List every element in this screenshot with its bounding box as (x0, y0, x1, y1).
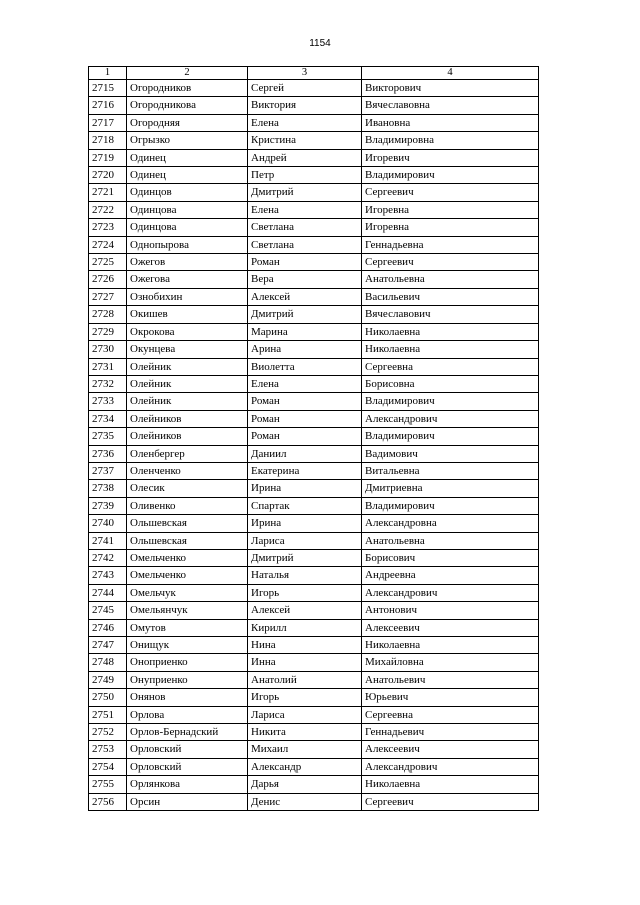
table-row (89, 132, 539, 149)
table-row (89, 654, 539, 671)
patronymic-cell: Владимировна (362, 132, 539, 149)
surname-cell: Олейников (127, 428, 248, 445)
patronymic-cell: Алексеевич (362, 741, 539, 758)
patronymic-cell: Борисовна (362, 375, 539, 392)
first-name-cell: Алексей (248, 602, 362, 619)
patronymic-cell: Юрьевич (362, 689, 539, 706)
first-name-cell: Петр (248, 167, 362, 184)
table-row (89, 375, 539, 392)
row-number-cell: 2756 (89, 793, 127, 810)
first-name-cell: Марина (248, 323, 362, 340)
row-number-cell: 2747 (89, 637, 127, 654)
first-name-cell: Лариса (248, 706, 362, 723)
column-header: 2 (127, 67, 248, 80)
table-row (89, 219, 539, 236)
surname-cell: Орлов-Бернадский (127, 724, 248, 741)
surname-cell: Омельчук (127, 584, 248, 601)
patronymic-cell: Ивановна (362, 114, 539, 131)
row-number-cell: 2731 (89, 358, 127, 375)
patronymic-cell: Викторович (362, 80, 539, 97)
table-row (89, 97, 539, 114)
surname-cell: Орловский (127, 758, 248, 775)
row-number-cell: 2725 (89, 254, 127, 271)
patronymic-cell: Антонович (362, 602, 539, 619)
row-number-cell: 2730 (89, 341, 127, 358)
surname-cell: Орлова (127, 706, 248, 723)
first-name-cell: Нина (248, 637, 362, 654)
patronymic-cell: Анатольевич (362, 671, 539, 688)
first-name-cell: Дмитрий (248, 306, 362, 323)
surname-cell: Оленченко (127, 462, 248, 479)
patronymic-cell: Геннадьевна (362, 236, 539, 253)
row-number-cell: 2738 (89, 480, 127, 497)
first-name-cell: Лариса (248, 532, 362, 549)
table-row (89, 236, 539, 253)
patronymic-cell: Владимирович (362, 497, 539, 514)
first-name-cell: Инна (248, 654, 362, 671)
first-name-cell: Светлана (248, 219, 362, 236)
first-name-cell: Игорь (248, 584, 362, 601)
first-name-cell: Даниил (248, 445, 362, 462)
table-row (89, 724, 539, 741)
table-row (89, 201, 539, 218)
patronymic-cell: Игоревна (362, 219, 539, 236)
patronymic-cell: Игоревич (362, 149, 539, 166)
row-number-cell: 2751 (89, 706, 127, 723)
first-name-cell: Кирилл (248, 619, 362, 636)
table-row (89, 776, 539, 793)
table-row (89, 410, 539, 427)
surname-cell: Онищук (127, 637, 248, 654)
row-number-cell: 2735 (89, 428, 127, 445)
surname-cell: Одинцова (127, 201, 248, 218)
table-row (89, 741, 539, 758)
row-number-cell: 2719 (89, 149, 127, 166)
row-number-cell: 2749 (89, 671, 127, 688)
patronymic-cell: Николаевна (362, 637, 539, 654)
first-name-cell: Андрей (248, 149, 362, 166)
table-row (89, 584, 539, 601)
first-name-cell: Наталья (248, 567, 362, 584)
table-row (89, 602, 539, 619)
table-row (89, 689, 539, 706)
surname-cell: Омельченко (127, 567, 248, 584)
surname-cell: Ольшевская (127, 515, 248, 532)
first-name-cell: Виолетта (248, 358, 362, 375)
table-row (89, 271, 539, 288)
row-number-cell: 2737 (89, 462, 127, 479)
patronymic-cell: Николаевна (362, 323, 539, 340)
surname-cell: Олесик (127, 480, 248, 497)
table-row (89, 323, 539, 340)
patronymic-cell: Сергеевич (362, 793, 539, 810)
row-number-cell: 2720 (89, 167, 127, 184)
row-number-cell: 2717 (89, 114, 127, 131)
first-name-cell: Екатерина (248, 462, 362, 479)
surname-cell: Омутов (127, 619, 248, 636)
row-number-cell: 2716 (89, 97, 127, 114)
first-name-cell: Дарья (248, 776, 362, 793)
surname-cell: Одинец (127, 167, 248, 184)
patronymic-cell: Александровна (362, 515, 539, 532)
patronymic-cell: Вячеславовна (362, 97, 539, 114)
surname-cell: Олейник (127, 393, 248, 410)
patronymic-cell: Александрович (362, 584, 539, 601)
patronymic-cell: Александрович (362, 758, 539, 775)
surname-cell: Огородникова (127, 97, 248, 114)
first-name-cell: Дмитрий (248, 184, 362, 201)
surname-cell: Ожегов (127, 254, 248, 271)
row-number-cell: 2721 (89, 184, 127, 201)
row-number-cell: 2726 (89, 271, 127, 288)
table-row (89, 445, 539, 462)
table-row (89, 167, 539, 184)
row-number-cell: 2729 (89, 323, 127, 340)
surname-cell: Оноприенко (127, 654, 248, 671)
row-number-cell: 2733 (89, 393, 127, 410)
patronymic-cell: Владимирович (362, 428, 539, 445)
first-name-cell: Елена (248, 114, 362, 131)
row-number-cell: 2736 (89, 445, 127, 462)
row-number-cell: 2752 (89, 724, 127, 741)
first-name-cell: Михаил (248, 741, 362, 758)
surname-cell: Одинцова (127, 219, 248, 236)
table-row (89, 80, 539, 97)
surname-cell: Оливенко (127, 497, 248, 514)
table-row (89, 497, 539, 514)
first-name-cell: Роман (248, 393, 362, 410)
first-name-cell: Елена (248, 201, 362, 218)
table-row (89, 341, 539, 358)
table-row (89, 184, 539, 201)
first-name-cell: Виктория (248, 97, 362, 114)
row-number-cell: 2750 (89, 689, 127, 706)
patronymic-cell: Сергеевна (362, 358, 539, 375)
row-number-cell: 2746 (89, 619, 127, 636)
table-row (89, 549, 539, 566)
surname-cell: Огородняя (127, 114, 248, 131)
first-name-cell: Сергей (248, 80, 362, 97)
first-name-cell: Игорь (248, 689, 362, 706)
first-name-cell: Арина (248, 341, 362, 358)
patronymic-cell: Николаевна (362, 341, 539, 358)
names-table (88, 66, 539, 811)
row-number-cell: 2732 (89, 375, 127, 392)
first-name-cell: Дмитрий (248, 549, 362, 566)
table-row (89, 793, 539, 810)
patronymic-cell: Анатольевна (362, 532, 539, 549)
patronymic-cell: Андреевна (362, 567, 539, 584)
patronymic-cell: Игоревна (362, 201, 539, 218)
table-row (89, 306, 539, 323)
surname-cell: Орсин (127, 793, 248, 810)
patronymic-cell: Дмитриевна (362, 480, 539, 497)
surname-cell: Ожегова (127, 271, 248, 288)
surname-cell: Орлянкова (127, 776, 248, 793)
surname-cell: Онуприенко (127, 671, 248, 688)
surname-cell: Орловский (127, 741, 248, 758)
table-header-row (89, 67, 539, 80)
row-number-cell: 2722 (89, 201, 127, 218)
table-row (89, 393, 539, 410)
surname-cell: Окунцева (127, 341, 248, 358)
row-number-cell: 2754 (89, 758, 127, 775)
patronymic-cell: Васильевич (362, 288, 539, 305)
row-number-cell: 2748 (89, 654, 127, 671)
patronymic-cell: Михайловна (362, 654, 539, 671)
row-number-cell: 2753 (89, 741, 127, 758)
table-row (89, 619, 539, 636)
row-number-cell: 2743 (89, 567, 127, 584)
patronymic-cell: Борисович (362, 549, 539, 566)
patronymic-cell: Владимирович (362, 393, 539, 410)
table-row (89, 149, 539, 166)
table-row (89, 358, 539, 375)
patronymic-cell: Николаевна (362, 776, 539, 793)
table-row (89, 671, 539, 688)
first-name-cell: Светлана (248, 236, 362, 253)
surname-cell: Одинцов (127, 184, 248, 201)
surname-cell: Олейник (127, 358, 248, 375)
row-number-cell: 2755 (89, 776, 127, 793)
table-row (89, 254, 539, 271)
row-number-cell: 2734 (89, 410, 127, 427)
table-row (89, 288, 539, 305)
patronymic-cell: Геннадьевич (362, 724, 539, 741)
surname-cell: Окрокова (127, 323, 248, 340)
surname-cell: Олейников (127, 410, 248, 427)
surname-cell: Ольшевская (127, 532, 248, 549)
table-row (89, 428, 539, 445)
patronymic-cell: Сергеевич (362, 184, 539, 201)
table-row (89, 515, 539, 532)
row-number-cell: 2718 (89, 132, 127, 149)
table-row (89, 462, 539, 479)
table-row (89, 758, 539, 775)
surname-cell: Омельченко (127, 549, 248, 566)
patronymic-cell: Алексеевич (362, 619, 539, 636)
patronymic-cell: Сергеевна (362, 706, 539, 723)
row-number-cell: 2744 (89, 584, 127, 601)
surname-cell: Однопырова (127, 236, 248, 253)
surname-cell: Олейник (127, 375, 248, 392)
first-name-cell: Алексей (248, 288, 362, 305)
surname-cell: Огородников (127, 80, 248, 97)
patronymic-cell: Витальевна (362, 462, 539, 479)
row-number-cell: 2742 (89, 549, 127, 566)
row-number-cell: 2715 (89, 80, 127, 97)
patronymic-cell: Анатольевна (362, 271, 539, 288)
surname-cell: Онянов (127, 689, 248, 706)
surname-cell: Оленбергер (127, 445, 248, 462)
first-name-cell: Вера (248, 271, 362, 288)
patronymic-cell: Вадимович (362, 445, 539, 462)
patronymic-cell: Владимирович (362, 167, 539, 184)
first-name-cell: Кристина (248, 132, 362, 149)
first-name-cell: Спартак (248, 497, 362, 514)
table-row (89, 532, 539, 549)
row-number-cell: 2728 (89, 306, 127, 323)
first-name-cell: Анатолий (248, 671, 362, 688)
first-name-cell: Роман (248, 254, 362, 271)
first-name-cell: Елена (248, 375, 362, 392)
column-header: 4 (362, 67, 539, 80)
first-name-cell: Ирина (248, 515, 362, 532)
row-number-cell: 2741 (89, 532, 127, 549)
column-header: 1 (89, 67, 127, 80)
row-number-cell: 2739 (89, 497, 127, 514)
first-name-cell: Денис (248, 793, 362, 810)
row-number-cell: 2740 (89, 515, 127, 532)
table-row (89, 567, 539, 584)
table-row (89, 480, 539, 497)
table-row (89, 114, 539, 131)
surname-cell: Ознобихин (127, 288, 248, 305)
patronymic-cell: Вячеславович (362, 306, 539, 323)
table-row (89, 637, 539, 654)
surname-cell: Одинец (127, 149, 248, 166)
table-row (89, 706, 539, 723)
surname-cell: Окишев (127, 306, 248, 323)
row-number-cell: 2724 (89, 236, 127, 253)
page-number: 1154 (309, 38, 331, 49)
column-header: 3 (248, 67, 362, 80)
patronymic-cell: Сергеевич (362, 254, 539, 271)
first-name-cell: Роман (248, 428, 362, 445)
surname-cell: Огрызко (127, 132, 248, 149)
row-number-cell: 2723 (89, 219, 127, 236)
first-name-cell: Александр (248, 758, 362, 775)
row-number-cell: 2745 (89, 602, 127, 619)
surname-cell: Омельянчук (127, 602, 248, 619)
first-name-cell: Ирина (248, 480, 362, 497)
first-name-cell: Никита (248, 724, 362, 741)
row-number-cell: 2727 (89, 288, 127, 305)
first-name-cell: Роман (248, 410, 362, 427)
patronymic-cell: Александрович (362, 410, 539, 427)
